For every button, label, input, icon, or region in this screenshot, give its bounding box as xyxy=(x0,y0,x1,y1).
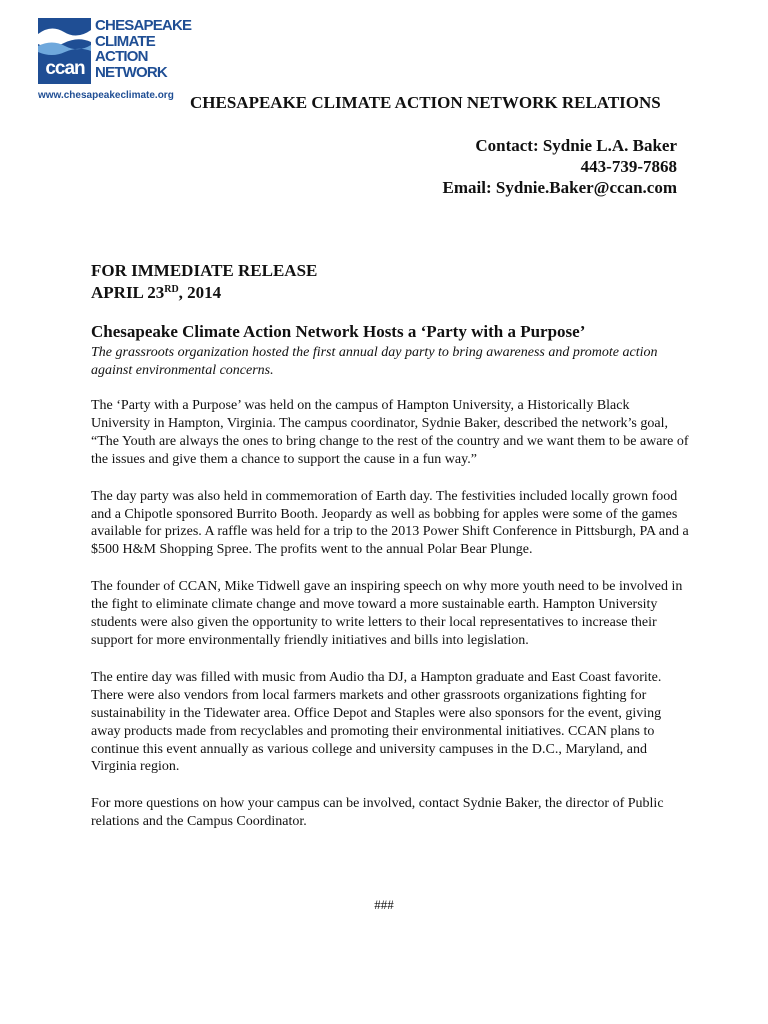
contact-phone: 443-739-7868 xyxy=(580,157,677,176)
contact-block xyxy=(443,135,677,198)
subheadline: The grassroots organization hosted the first annual day party to bring awareness and promote action against environmental concerns. xyxy=(91,345,658,378)
end-mark: ### xyxy=(374,897,394,912)
release-date-suffix: RD xyxy=(164,284,179,295)
paragraph: For more questions on how your campus can be involved, contact Sydnie Baker, the director of Public relations and the Campus Coordinator. xyxy=(91,796,664,830)
release-block xyxy=(91,260,317,304)
logo-mark xyxy=(38,18,91,84)
logo-url: www.chesapeakeclimate.org xyxy=(38,90,174,101)
release-date-month-day: APRIL 23 xyxy=(91,283,165,302)
ccan-logo xyxy=(38,17,192,104)
paragraph: The entire day was filled with music from Audio tha DJ, a Hampton graduate and East Coast favorite. There were also vendors from local farmers markets and other grassroots organizations fighting for sustainability in the Tidewater area. Office Depot and Staples were also sponsors for the event, giving away products made from recyclables and promoting their environmental initiatives. CCAN plans to continue this event annually as various college and university campuses in the D.C., Maryland, and Virginia region. xyxy=(91,669,662,775)
headline: Chesapeake Climate Action Network Hosts a ‘Party with a Purpose’ xyxy=(91,322,586,341)
logo-name-line: CLIMATE xyxy=(95,32,155,50)
release-date-year: , 2014 xyxy=(178,283,222,302)
paragraph: The founder of CCAN, Mike Tidwell gave an inspiring speech on why more youth need to be involved in the fight to eliminate climate change and move toward a more sustainable earth. Hampton University students were also given the opportunity to write letters to their local representatives to increase their support for more environmentally friendly initiatives and bills into legislation. xyxy=(91,579,683,648)
logo-name-line: ACTION xyxy=(95,48,148,65)
logo-name xyxy=(95,18,191,80)
paragraph: The ‘Party with a Purpose’ was held on the campus of Hampton University, a Historically Black University in Hampton, Virginia. The campus coordinator, Sydnie Baker, described the network’s goal, “The Youth are always the ones to bring change to the rest of the country and we want them to be aware of the issues and give them a chance to support the cause in a fun way.” xyxy=(91,398,689,467)
contact-email: Email: Sydnie.Baker@ccan.com xyxy=(442,178,677,197)
logo-mark-text: ccan xyxy=(45,58,85,79)
release-date xyxy=(91,282,317,304)
logo-name-line: CHESAPEAKE xyxy=(95,17,192,34)
article-body xyxy=(91,397,691,850)
paragraph: The day party was also held in commemoration of Earth day. The festivities included locally grown food and a Chipotle sponsored Burrito Booth. Jeopardy as well as bobbing for apples were some of the games available for prizes. A raffle was held for a trip to the 2013 Power Shift Conference in Pittsburgh, PA and a $500 H&M Shopping Spree. The profits went to the annual Polar Bear Plunge. xyxy=(91,488,689,558)
logo-name-line: NETWORK xyxy=(95,63,167,81)
release-label: FOR IMMEDIATE RELEASE xyxy=(91,261,318,280)
contact-name: Contact: Sydnie L.A. Baker xyxy=(475,136,677,155)
org-heading: CHESAPEAKE CLIMATE ACTION NETWORK RELATIONS xyxy=(190,93,661,112)
